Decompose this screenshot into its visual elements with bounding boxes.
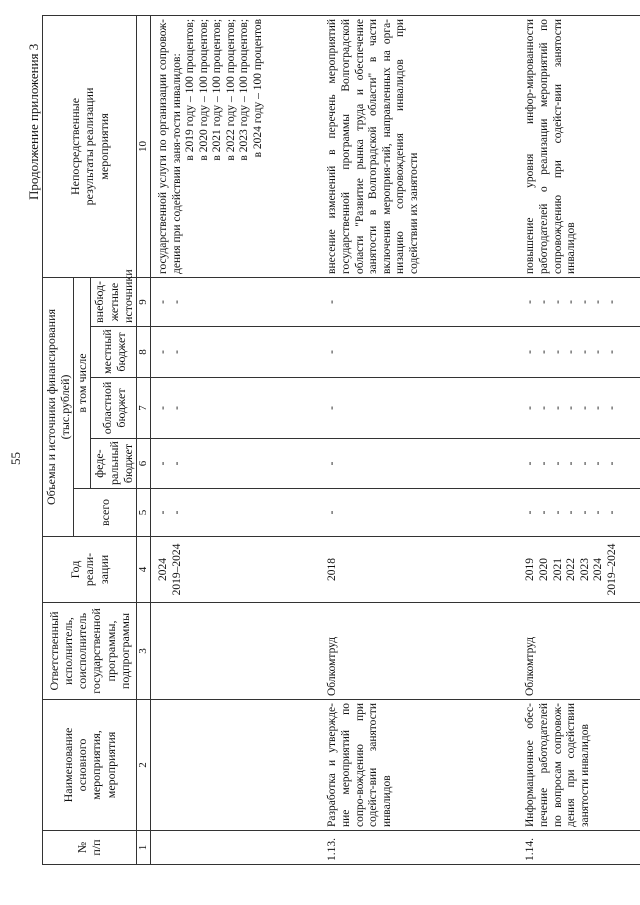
table-row	[518, 15, 640, 864]
year-value: 2018	[326, 558, 339, 581]
result-item: в 2021 году – 100 процентов;	[211, 18, 224, 161]
header-line: жетные	[106, 282, 121, 322]
funding-dash: -	[156, 510, 169, 515]
funding-value	[150, 378, 320, 439]
column-numbers-row	[136, 15, 150, 864]
funding-dash: -	[524, 300, 537, 304]
col-number: 9	[136, 277, 150, 326]
funding-value	[518, 439, 640, 489]
funding-dash: -	[170, 350, 183, 354]
header-line: феде-	[92, 449, 107, 478]
header-funding	[43, 277, 74, 536]
funding-dash: -	[156, 461, 169, 466]
funding-dash: -	[326, 350, 339, 354]
funding-dash: -	[524, 350, 537, 354]
funding-dash: -	[551, 300, 564, 304]
header-line: программы,	[103, 620, 118, 682]
row-executor	[150, 603, 320, 700]
row-result	[150, 15, 320, 277]
funding-dash: -	[156, 300, 169, 304]
result-item: в 2024 году – 100 процентов	[251, 18, 264, 158]
col-number: 10	[136, 15, 150, 277]
header-line: бюджет	[113, 332, 128, 372]
year-value: 2024	[156, 558, 169, 581]
row-executor: Облкомтруд	[320, 603, 518, 700]
funding-dash: -	[578, 510, 591, 515]
header-local	[91, 327, 136, 378]
funding-value	[320, 439, 518, 489]
header-line: Наименование	[61, 727, 76, 803]
funding-value	[320, 277, 518, 326]
row-number: 1.13.	[320, 831, 518, 865]
funding-dash: -	[578, 461, 591, 466]
header-line: мероприятия	[103, 731, 118, 799]
header-total: всего	[74, 489, 137, 537]
page-number: 55	[8, 452, 23, 465]
funding-dash: -	[170, 510, 183, 515]
header-line: (тыс.рублей)	[58, 374, 73, 440]
funding-value	[150, 277, 320, 326]
col-number: 8	[136, 327, 150, 378]
row-name: Разработка и утвержде-ние мероприятий по сопро-вождению при содейст-вии занятости инвалидов	[320, 700, 518, 831]
funding-value	[518, 489, 640, 537]
funding-dash: -	[578, 300, 591, 304]
funding-dash: -	[538, 510, 550, 515]
funding-dash: -	[605, 300, 618, 304]
funding-dash: -	[551, 406, 564, 410]
funding-dash: -	[538, 461, 550, 466]
funding-dash: -	[565, 461, 578, 466]
header-line: реали-	[82, 552, 97, 587]
row-years	[518, 537, 640, 603]
header-result	[43, 15, 137, 277]
header-line: Год	[68, 560, 83, 579]
result-text: внесение изменений в перечень мероприятий государственной программы Волгоградской области "Развитие рынка труда и обеспечение занятости в Волгоградской области" в части включения мероприя-тий, направленных на орга-низацию сопровождения инвалидов при содействии их занятости	[326, 18, 420, 274]
header-name	[43, 700, 137, 831]
result-item: в 2020 году – 100 процентов;	[197, 18, 210, 161]
header-line: №	[75, 841, 90, 854]
funding-dash: -	[565, 510, 578, 515]
funding-dash: -	[592, 350, 605, 354]
funding-dash: -	[326, 406, 339, 410]
funding-dash: -	[605, 406, 618, 410]
funding-dash: -	[578, 350, 591, 354]
row-number	[150, 831, 320, 865]
funding-dash: -	[565, 406, 578, 410]
funding-dash: -	[605, 350, 618, 354]
header-num	[43, 831, 137, 865]
header-line: результаты реализации	[82, 87, 97, 206]
funding-dash: -	[538, 350, 550, 354]
program-table	[42, 16, 640, 865]
result-item: в 2023 году – 100 процентов;	[238, 18, 251, 161]
col-number: 5	[136, 489, 150, 537]
funding-value	[518, 277, 640, 326]
header-line: источники	[120, 269, 135, 323]
row-result	[320, 15, 518, 277]
funding-value	[518, 327, 640, 378]
header-line: мероприятия	[96, 113, 111, 180]
funding-dash: -	[605, 461, 618, 466]
header-line: Объемы и источники финансирования	[44, 308, 58, 506]
row-name	[150, 700, 320, 831]
header-line: бюджет	[120, 443, 135, 484]
funding-dash: -	[326, 510, 339, 515]
funding-dash: -	[326, 461, 339, 466]
header-line: ральный	[106, 441, 121, 485]
row-years	[320, 537, 518, 603]
funding-dash: -	[592, 510, 605, 515]
header-extra	[91, 269, 136, 326]
col-number: 3	[136, 603, 150, 700]
result-text: повышение уровня инфор-мированности работодателей о реализации мероприятий по сопровождению при содейст-вии занятости инвалидов	[524, 18, 578, 274]
funding-dash: -	[170, 461, 183, 466]
funding-value	[320, 327, 518, 378]
funding-dash: -	[170, 300, 183, 304]
header-line: областной	[99, 381, 114, 435]
year-value: 2019–2024	[170, 543, 183, 596]
year-value: 2019–2024	[605, 543, 618, 596]
funding-dash: -	[156, 350, 169, 354]
header-year	[43, 537, 137, 603]
header-line: основного мероприятия,	[75, 730, 104, 800]
row-number: 1.14.	[518, 831, 640, 865]
funding-dash: -	[551, 510, 564, 515]
header-line: местный	[99, 329, 114, 374]
funding-dash: -	[551, 461, 564, 466]
header-line: п/п	[89, 839, 104, 856]
result-item: в 2019 году – 100 процентов;	[184, 18, 197, 161]
header-line: внебюд-	[92, 281, 107, 323]
funding-dash: -	[170, 406, 183, 410]
col-number: 4	[136, 537, 150, 603]
funding-dash: -	[524, 461, 537, 466]
header-line: исполнитель,	[61, 617, 76, 685]
funding-dash: -	[326, 300, 339, 304]
year-value: 2023	[578, 558, 591, 581]
year-value: 2022	[565, 558, 578, 581]
col-number: 1	[136, 831, 150, 865]
funding-dash: -	[524, 406, 537, 410]
table-row	[150, 15, 320, 864]
col-number: 7	[136, 378, 150, 439]
funding-value	[518, 378, 640, 439]
header-line: Непосредственные	[68, 97, 83, 196]
funding-dash: -	[156, 406, 169, 410]
col-number: 6	[136, 439, 150, 489]
header-executor	[43, 603, 137, 700]
funding-dash: -	[551, 350, 564, 354]
header-including: в том числе	[74, 277, 91, 488]
header-line: зации	[96, 554, 111, 585]
row-executor: Облкомтруд	[518, 603, 640, 700]
funding-dash: -	[592, 300, 605, 304]
funding-dash: -	[538, 406, 550, 410]
funding-value	[150, 327, 320, 378]
header-line: государственной	[89, 608, 104, 694]
header-line: Ответственный	[47, 611, 61, 691]
row-result	[518, 15, 640, 277]
funding-value	[320, 489, 518, 537]
funding-dash: -	[592, 406, 605, 410]
year-value: 2024	[592, 558, 605, 581]
header-federal	[91, 439, 136, 489]
funding-value	[150, 439, 320, 489]
table-row	[320, 15, 518, 864]
funding-dash: -	[578, 406, 591, 410]
funding-dash: -	[538, 300, 550, 304]
result-text: государственной услуги по организации сопровож-дения при содействии заня-тости инвалидов:	[156, 18, 183, 274]
funding-dash: -	[524, 510, 537, 515]
header-line: подпрограммы	[117, 612, 132, 690]
funding-value	[150, 489, 320, 537]
result-item: в 2022 году – 100 процентов;	[224, 18, 237, 161]
col-number: 2	[136, 700, 150, 831]
year-value: 2021	[551, 558, 564, 581]
row-years	[150, 537, 320, 603]
header-line: соисполнитель	[75, 612, 90, 690]
funding-dash: -	[605, 510, 618, 515]
header-line: бюджет	[113, 388, 128, 428]
funding-dash: -	[592, 461, 605, 466]
row-name: Информационное обес-печение работодателей по вопросам сопровож-дения при содействии занятости инвалидов	[518, 700, 640, 831]
funding-dash: -	[565, 350, 578, 354]
year-value: 2019	[524, 558, 537, 581]
continuation-label: Продолжение приложения 3	[26, 43, 41, 200]
year-value: 2020	[538, 558, 550, 581]
funding-value	[320, 378, 518, 439]
header-regional	[91, 378, 136, 439]
funding-dash: -	[565, 300, 578, 304]
